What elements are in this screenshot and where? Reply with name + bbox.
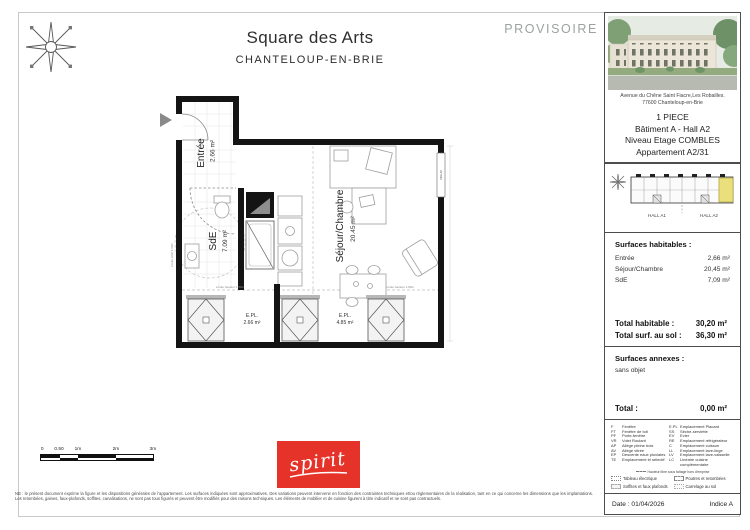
legend-label: Volet Roulant [622, 438, 646, 444]
legend-abbr: LC [669, 456, 675, 462]
provisoire-watermark: PROVISOIRE [504, 22, 598, 36]
annexes-value: sans objet [615, 367, 646, 374]
legend-right-column [669, 425, 734, 467]
legend-row [669, 458, 734, 467]
fridge [278, 196, 302, 216]
spirit-logo [277, 441, 360, 488]
closet1-label: E.PL. [245, 313, 259, 319]
furniture [330, 146, 439, 307]
sidebar-info-box [604, 12, 741, 163]
sidebar-annexes-box [604, 346, 741, 420]
entrance-area: 2.66 m² [209, 139, 217, 163]
spirit-logo-text: spirit [288, 447, 348, 477]
legend-abbr: AP [611, 442, 617, 448]
annexes-total-value: 0,00 m² [700, 404, 727, 413]
closet2-label: E.PL. [338, 313, 352, 319]
spirit-logo-art [277, 441, 360, 488]
surface-value: 7,09 m² [707, 277, 730, 285]
legend-abbr: AV [611, 447, 617, 453]
roof-windows [186, 295, 406, 341]
project-city: CHANTELOUP-EN-BRIE [235, 54, 385, 66]
scale-tick: 2m [112, 447, 120, 452]
sde-label: SdE [208, 231, 219, 251]
hall-a1-label: HALL A1 [648, 213, 666, 218]
shower [246, 221, 274, 269]
total-sol-label: Total surf. au sol : [615, 331, 682, 340]
surface-row [615, 255, 730, 262]
unit-type: 1 PIECE [656, 112, 689, 122]
legend-abbr: SS [669, 428, 675, 434]
legend-abbr: TE [611, 456, 617, 462]
keyplan-drawing [629, 169, 737, 227]
legend-label: Linéaire cuisine complémentaire [680, 456, 709, 467]
total-habitable-row [615, 319, 727, 328]
legend-row [611, 458, 666, 463]
scale-tick: 0 [40, 447, 44, 452]
limit-label-2: Limite hauteur 1.80m [385, 285, 415, 289]
total-sol-value: 36,30 m² [695, 331, 727, 340]
sidebar-date-box [604, 493, 741, 515]
legend-label: Fenêtre de toit [622, 428, 648, 434]
legend-label: Sèche-serviette [680, 428, 708, 434]
electrical-panel-symbol-icon [611, 476, 621, 481]
surface-label: SdE [615, 277, 628, 285]
legend-abbr: EV [669, 433, 675, 439]
beams-symbol-icon [674, 476, 684, 481]
project-name: Square des Arts [246, 28, 374, 47]
total-habitable-label: Total habitable : [615, 318, 675, 328]
surface-value: 2,66 m² [707, 255, 730, 262]
legend-item: Poutres et retombées [674, 476, 735, 481]
scale-tick: 1m [74, 447, 82, 452]
legend-label: Descente eaux pluviales [622, 452, 666, 458]
sde-area: 7.09 m² [222, 229, 229, 253]
surface-row [615, 266, 730, 273]
legend-item: Carrelage au sol [674, 484, 735, 489]
legend-label: Allège pleine bois [622, 442, 654, 448]
surface-value: 20,45 m² [703, 266, 730, 274]
soffit-symbol-icon [611, 484, 621, 489]
sidebar-keyplan-box [604, 163, 741, 233]
annexes-total-label: Total : [615, 404, 638, 413]
limit-label-3: Limite HSP 2.60m [170, 242, 174, 268]
dining-table [340, 274, 386, 298]
sejour-area: 20.45 m² [350, 216, 357, 242]
legend-abbr: C [669, 442, 672, 448]
legend-abbr: E.PL [669, 424, 678, 429]
unit-building: Bâtiment A - Hall A2 [634, 123, 711, 134]
scale-ticks [40, 447, 157, 454]
legend-label: Porte-fenêtre [622, 433, 646, 439]
legend-note: Hauteur libre sous faîtage hors d'emprise [611, 470, 734, 474]
technical-shaft [246, 192, 274, 218]
surface-label: Séjour/Chambre [615, 266, 664, 274]
entrance-label: Entrée [196, 138, 207, 168]
legend-left-column [611, 425, 666, 467]
window-label: VR.F.AV [439, 170, 443, 180]
scale-bar [40, 447, 157, 461]
total-sol-row [615, 331, 727, 340]
legend-item: Soffites et faux plafonds [611, 484, 672, 489]
plan-title [195, 28, 425, 66]
surface-label: Entrée [615, 255, 635, 262]
tiling-symbol-icon [674, 484, 684, 489]
dash-symbol-icon [636, 471, 646, 472]
annexes-total-row [615, 404, 727, 413]
keyplan-compass-icon [609, 173, 627, 191]
unit-apartment: Appartement A2/31 [636, 146, 709, 157]
legend-abbr: EP [611, 452, 617, 458]
entrance-arrow-icon [160, 113, 172, 127]
scale-tick: 3m [149, 447, 157, 452]
unit-info [605, 112, 740, 158]
closet2-area: 4.85 m² [336, 320, 354, 326]
kitchen-units [278, 196, 302, 286]
legend-abbr: VR [611, 438, 617, 444]
annexes-title: Surfaces annexes : [615, 354, 685, 363]
legend-abbr: PF [611, 433, 617, 439]
legend-abbr: FT [611, 428, 616, 434]
legend-label: Emplacement réfrigérateur [680, 438, 728, 444]
legend-label: Emplacement tri sélectif [622, 456, 665, 462]
cooktop [278, 272, 302, 286]
legend-label: Evier [680, 433, 690, 439]
indice-value: Indice A [709, 500, 733, 508]
address-block [605, 93, 740, 106]
hall-a2-label: HALL A2 [700, 213, 718, 218]
total-habitable-value: 30,20 m² [695, 318, 727, 328]
legend-abbr: RE [669, 438, 675, 444]
compass-rose-icon [22, 18, 80, 76]
address-line2: 77600 Chanteloup-en-Brie [642, 99, 703, 106]
legend-abbr: LL [669, 447, 674, 453]
legend-label: Emplacement lave-vaisselle [680, 452, 730, 458]
legend-item: Tableau électrique [611, 476, 672, 481]
limit-label-1: Limite hauteur 1.80m [215, 285, 245, 289]
scale-bar-segments [40, 454, 154, 461]
legend-label: Emplacement cuisson [680, 442, 720, 448]
legend-label: Fenêtre [622, 424, 636, 429]
building-render-image [608, 16, 737, 90]
date-value: Date : 01/04/2026 [612, 500, 665, 508]
disclaimer-text: NB : le présent document exprime la figure et les dispositions générales de l'appartement. Les surfaces indiquées sont approximatives. Des variations peuvent intervenir en fonction des contraintes techniques et/ou réglementaires de la réalisation, tant en ce qui concerne les dimensions que les implantations. Les retombées, gaines, faux-plafonds, soffites, canalisations, ne sont pas tous figurés et peuvent être modifiés pour des raisons techniques. Les éléments de mobilier et de cuisine figurent à titre indicatif et ne sont pas contractuels. [15, 491, 593, 502]
floor-plan [150, 84, 455, 359]
closet1-area: 2.66 m² [243, 320, 261, 326]
keyplan-highlighted-unit [719, 178, 733, 202]
legend-label: Emplacement lave-linge [680, 447, 723, 453]
legend-label: Allège vitrée [622, 447, 645, 453]
sidebar-surfaces-box [604, 232, 741, 347]
legend-label: Emplacement Placard [680, 424, 720, 429]
sejour-label: Séjour/Chambre [335, 189, 346, 263]
window-right [437, 153, 445, 197]
surfaces-title: Surfaces habitables : [615, 240, 692, 249]
scale-tick: 0.50 [54, 447, 64, 452]
legend-abbr: LV [669, 452, 674, 458]
surface-row [615, 277, 730, 284]
address-line1: Avenue du Chêne Saint Fiacre,Les Robailles. [620, 93, 725, 99]
sidebar-legend-box [604, 419, 741, 494]
unit-level: Niveau Etage COMBLES [625, 135, 720, 145]
legend-abbr: F [611, 424, 614, 429]
